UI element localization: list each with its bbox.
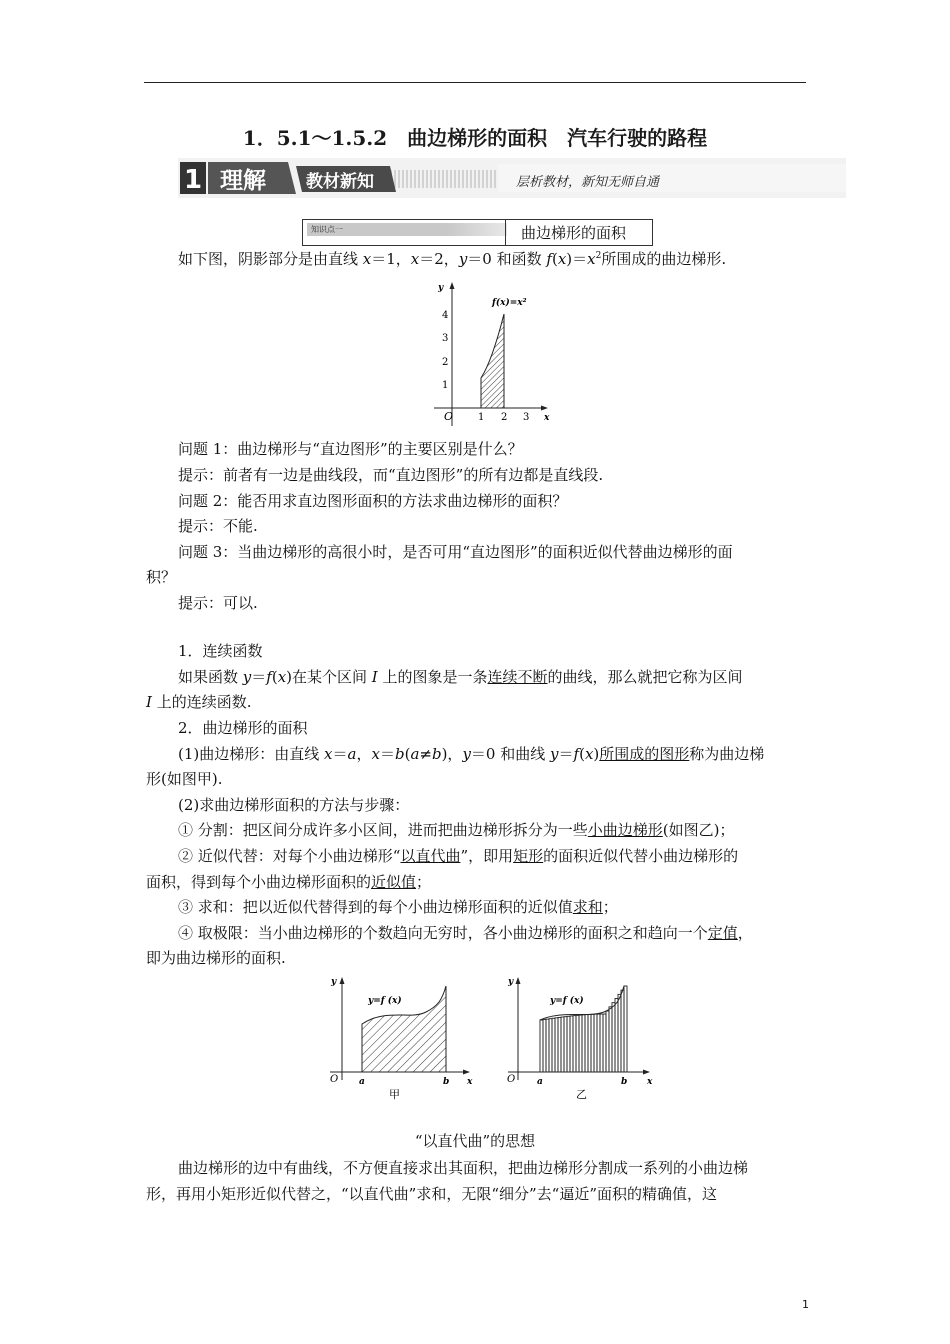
banner-graphic: [178, 158, 846, 198]
jia-origin: O: [330, 1074, 339, 1085]
banner-number: 1: [183, 165, 203, 195]
y-tick-3: 3: [442, 333, 449, 344]
header-rule: [144, 82, 806, 83]
yi-b-label: b: [621, 1077, 628, 1087]
approx-rectangle: [576, 1015, 579, 1072]
method-heading: (2)求曲边梯形面积的方法与步骤：: [178, 796, 410, 814]
hint-1: 提示：前者有一边是曲线段，而“直边图形”的所有边都是直线段.: [178, 466, 604, 484]
approx-rectangle: [585, 1015, 588, 1072]
x-tick-3: 3: [523, 412, 530, 423]
jia-a-label: a: [359, 1077, 365, 1087]
continuous-function-def-cont: I 上的连续函数.: [146, 693, 252, 711]
approx-rectangle: [582, 1015, 585, 1072]
approx-rectangle: [612, 1003, 615, 1072]
idea-paragraph-line2: 形，再用小矩形近似代替之，“以直代曲”求和，无限“细分”去“逼近”面积的精确值，这: [146, 1185, 718, 1203]
approx-rectangle: [609, 1007, 612, 1072]
approx-rectangle: [564, 1017, 567, 1072]
question-3-cont: 积？: [146, 568, 177, 586]
question-3: 问题 3：当曲边梯形的高很小时，是否可用“直边图形”的面积近似代替曲边梯形的面: [178, 543, 733, 561]
approx-rectangle: [555, 1018, 558, 1072]
approx-rectangle: [579, 1015, 582, 1072]
approx-rectangle: [540, 1020, 543, 1072]
approx-rectangle: [600, 1014, 603, 1072]
approx-rectangle: [549, 1019, 552, 1072]
approx-rectangle: [546, 1019, 549, 1072]
approx-rectangle: [561, 1017, 564, 1072]
approx-rectangle: [558, 1017, 561, 1072]
step-limit: ④ 取极限：当小曲边梯形的个数趋向无穷时，各小曲边梯形的面积之和趋向一个定值，: [178, 924, 753, 942]
banner-slogan: 层析教材，新知无师自通: [516, 175, 660, 190]
parabola-figure: [428, 278, 558, 433]
jia-function-label: y=f (x): [368, 996, 402, 1006]
y-axis-label: y: [438, 283, 444, 293]
yi-function-label: y=f (x): [550, 996, 584, 1006]
question-1: 问题 1：曲边梯形与“直边图形”的主要区别是什么？: [178, 440, 523, 458]
figure-yi: [506, 972, 661, 1102]
intro-paragraph: 如下图，阴影部分是由直线 x＝1，x＝2，y＝0 和函数 $f(x)=x^2$所围成的曲边梯形.: [178, 250, 727, 268]
approx-rectangle: [606, 1011, 609, 1072]
knowledge-point-name: 曲边梯形的面积: [521, 224, 627, 242]
approx-rectangle: [621, 990, 624, 1072]
approx-rectangle: [594, 1014, 597, 1072]
jia-x-label: x: [467, 1077, 473, 1087]
x-tick-1: 1: [478, 412, 485, 423]
yi-a-label: a: [537, 1077, 543, 1087]
step-sum: ③ 求和：把以近似代替得到的每个小曲边梯形面积的近似值求和；: [178, 898, 618, 916]
jia-y-label: y: [331, 977, 337, 987]
step-partition: ① 分割：把区间分成许多小区间，进而把曲边梯形拆分为一些小曲边梯形(如图乙)；: [178, 821, 735, 839]
approx-rectangle: [573, 1016, 576, 1072]
yi-caption: 乙: [576, 1088, 587, 1101]
yi-origin: O: [507, 1074, 516, 1085]
idea-paragraph-line1: 曲边梯形的边中有曲线，不方便直接求出其面积，把曲边梯形分割成一系列的小曲边梯: [178, 1159, 749, 1177]
question-2: 问题 2：能否用求直边图形面积的方法求曲边梯形的面积？: [178, 492, 568, 510]
y-tick-1: 1: [442, 380, 449, 391]
x-axis-label: x: [544, 413, 550, 423]
section-banner: [178, 158, 846, 198]
yi-x-label: x: [647, 1077, 653, 1087]
approx-rectangle: [591, 1014, 594, 1072]
knowledge-point-tag: 知识点一: [307, 223, 499, 236]
jia-b-label: b: [443, 1077, 450, 1087]
banner-label-understand: 理解: [220, 168, 266, 194]
idea-title: “以直代曲”的思想: [414, 1132, 536, 1150]
curved-trapezoid-def-cont: 形(如图甲).: [146, 770, 223, 788]
step-limit-cont: 即为曲边梯形的面积.: [146, 949, 286, 967]
approx-rectangle: [570, 1016, 573, 1072]
curved-trapezoid-heading: 2．曲边梯形的面积: [178, 719, 308, 737]
hint-2: 提示：不能.: [178, 517, 258, 535]
approx-rectangle: [543, 1020, 546, 1072]
page-number: 1: [802, 1298, 809, 1311]
approx-rectangle: [552, 1018, 555, 1072]
approx-rectangle: [567, 1016, 570, 1072]
continuous-function-heading: 1．连续函数: [178, 642, 263, 660]
y-tick-2: 2: [442, 357, 449, 368]
figure-jia: [326, 972, 481, 1102]
origin-label: O: [444, 410, 454, 423]
hint-3: 提示：可以.: [178, 594, 258, 612]
approx-rectangle: [588, 1014, 591, 1072]
banner-label-textbook: 教材新知: [306, 172, 374, 192]
jia-caption: 甲: [389, 1088, 400, 1101]
step-approximate: ② 近似代替：对每个小曲边梯形“以直代曲”，即用矩形的面积近似代替小曲边梯形的: [178, 847, 739, 865]
approx-rectangle: [615, 999, 618, 1073]
section-title: 1．5.1～1.5.2 曲边梯形的面积 汽车行驶的路程: [242, 126, 708, 150]
x-tick-2: 2: [501, 412, 508, 423]
continuous-function-def: 如果函数 y＝f(x)在某个区间 I 上的图象是一条连续不断的曲线，那么就把它称为区间: [178, 668, 743, 686]
step-approximate-cont: 面积，得到每个小曲边梯形面积的近似值；: [146, 873, 432, 891]
y-tick-4: 4: [442, 310, 449, 321]
curved-trapezoid-def: (1)曲边梯形：由直线 x＝a，x＝b(a≠b)，y＝0 和曲线 y＝f(x)所围成的图形称为曲边梯: [178, 745, 765, 763]
function-label: f(x)=x²: [492, 298, 527, 308]
approx-rectangle: [603, 1014, 606, 1072]
knowledge-point-box: [302, 219, 653, 246]
approx-rectangle: [624, 986, 627, 1072]
approx-rectangle: [597, 1014, 600, 1072]
yi-y-label: y: [508, 977, 514, 987]
approx-rectangle: [618, 994, 621, 1072]
